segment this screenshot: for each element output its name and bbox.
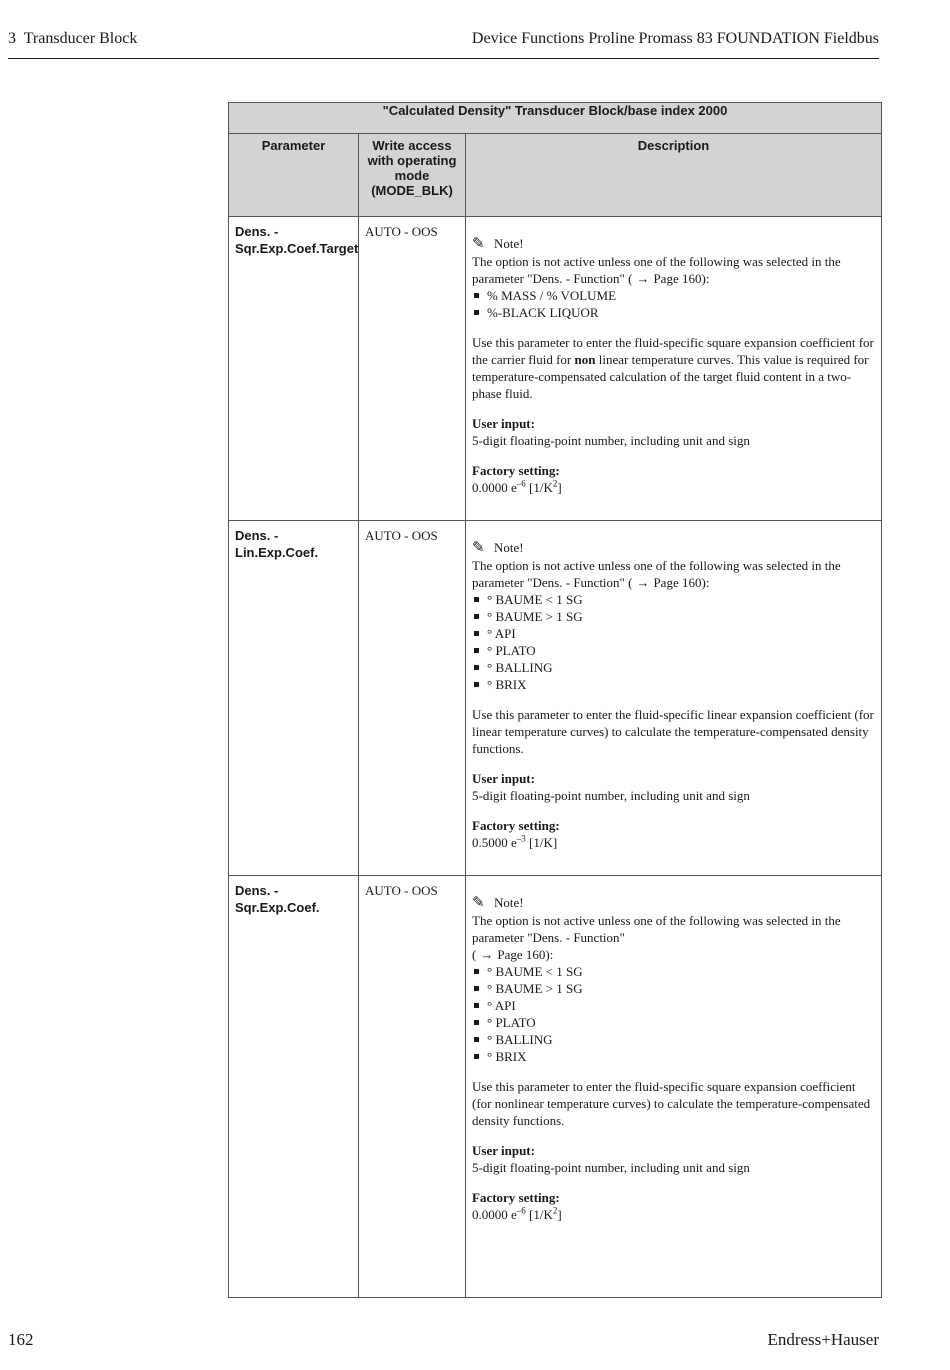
note-label: Note! [494, 895, 524, 910]
parameter-name: Dens. - Sqr.Exp.Coef. [229, 876, 359, 1298]
description-cell [466, 876, 882, 1298]
note-block [472, 894, 875, 912]
list-item: ° BALLING [472, 1031, 875, 1048]
factory-setting-value: 0.0000 $e^{-6}$ $[1/K^2]$ [472, 478, 562, 495]
list-item: ° API [472, 997, 875, 1014]
pencil-icon: ✎ [472, 540, 485, 556]
list-item: ° BRIX [472, 1048, 875, 1065]
note-label: Note! [494, 540, 524, 555]
factory-setting-label: Factory setting: [472, 1190, 560, 1205]
description-text: Use this parameter to enter the fluid-specific square expansion coefficient for the carrier fluid for non linear temperature curves. This value is required for temperature-compensated calculation of the target fluid content in a two-phase fluid. [472, 335, 874, 401]
document-title: Device Functions Proline Promass 83 FOUNDATION Fieldbus [471, 30, 879, 47]
user-input-label: User input: [472, 1143, 535, 1158]
list-item: ° BAUME < 1 SG [472, 591, 875, 608]
write-access-mode: AUTO - OOS [359, 521, 466, 876]
page-header [8, 28, 879, 59]
factory-setting-value: 0.0000 $e^{-6}$ $[1/K^2]$ [472, 1205, 562, 1222]
list-item: %-BLACK LIQUOR [472, 304, 875, 321]
user-input-label: User input: [472, 416, 535, 431]
note-block [472, 235, 875, 253]
table-row [229, 876, 882, 1298]
table-row [229, 521, 882, 876]
pencil-icon: ✎ [472, 236, 485, 252]
user-input-label: User input: [472, 771, 535, 786]
description-cell [466, 521, 882, 876]
arrow-right-icon: → [636, 575, 650, 590]
parameter-name: Dens. - Sqr.Exp.Coef.Target [229, 217, 359, 521]
description-cell [466, 217, 882, 521]
transducer-block-table [228, 102, 882, 1298]
note-text: The option is not active unless one of the following was selected in the parameter "Dens. - Function" ( → Page 160): [472, 254, 841, 286]
list-item: ° BAUME > 1 SG [472, 980, 875, 997]
option-list [472, 591, 875, 693]
user-input-value: 5-digit floating-point number, including unit and sign [472, 433, 750, 448]
list-item: ° BALLING [472, 659, 875, 676]
option-list [472, 963, 875, 1065]
factory-setting-value: 0.5000 $e^{-3}$ [1/K] [472, 833, 558, 850]
list-item: ° BAUME > 1 SG [472, 608, 875, 625]
user-input-value: 5-digit floating-point number, including unit and sign [472, 788, 750, 803]
description-text: Use this parameter to enter the fluid-specific square expansion coefficient (for nonlinear temperature curves) to calculate the temperature-compensated density functions. [472, 1079, 871, 1128]
parameter-name: Dens. - Lin.Exp.Coef. [229, 521, 359, 876]
option-list [472, 287, 875, 321]
list-item: ° PLATO [472, 642, 875, 659]
column-header-write-access: Write access with operating mode (MODE_BLK) [359, 134, 466, 217]
list-item: ° API [472, 625, 875, 642]
arrow-right-icon: → [636, 271, 650, 286]
note-text: The option is not active unless one of the following was selected in the parameter "Dens. - Function" [472, 913, 841, 945]
pencil-icon: ✎ [472, 895, 485, 911]
column-header-parameter: Parameter [229, 134, 359, 217]
note-text: The option is not active unless one of the following was selected in the parameter "Dens. - Function" ( → Page 160): [472, 558, 841, 590]
user-input-value: 5-digit floating-point number, including unit and sign [472, 1160, 750, 1175]
arrow-right-icon: → [480, 947, 494, 962]
list-item: ° BRIX [472, 676, 875, 693]
list-item: ° PLATO [472, 1014, 875, 1031]
description-text: Use this parameter to enter the fluid-specific linear expansion coefficient (for linear temperature curves) to calculate the temperature-compensated density functions. [472, 707, 874, 756]
table-caption: "Calculated Density" Transducer Block/base index 2000 [229, 103, 882, 134]
page-number: 162 [8, 1330, 34, 1349]
note-label: Note! [494, 236, 524, 251]
note-reference: ( → Page 160): [472, 947, 554, 962]
table-row [229, 217, 882, 521]
write-access-mode: AUTO - OOS [359, 217, 466, 521]
list-item: ° BAUME < 1 SG [472, 963, 875, 980]
note-block [472, 539, 875, 557]
factory-setting-label: Factory setting: [472, 463, 560, 478]
list-item: % MASS / % VOLUME [472, 287, 875, 304]
brand-name: Endress+Hauser [767, 1330, 879, 1349]
column-header-description: Description [466, 134, 882, 217]
factory-setting-label: Factory setting: [472, 818, 560, 833]
chapter-title: 3 Transducer Block [8, 30, 138, 47]
write-access-mode: AUTO - OOS [359, 876, 466, 1298]
